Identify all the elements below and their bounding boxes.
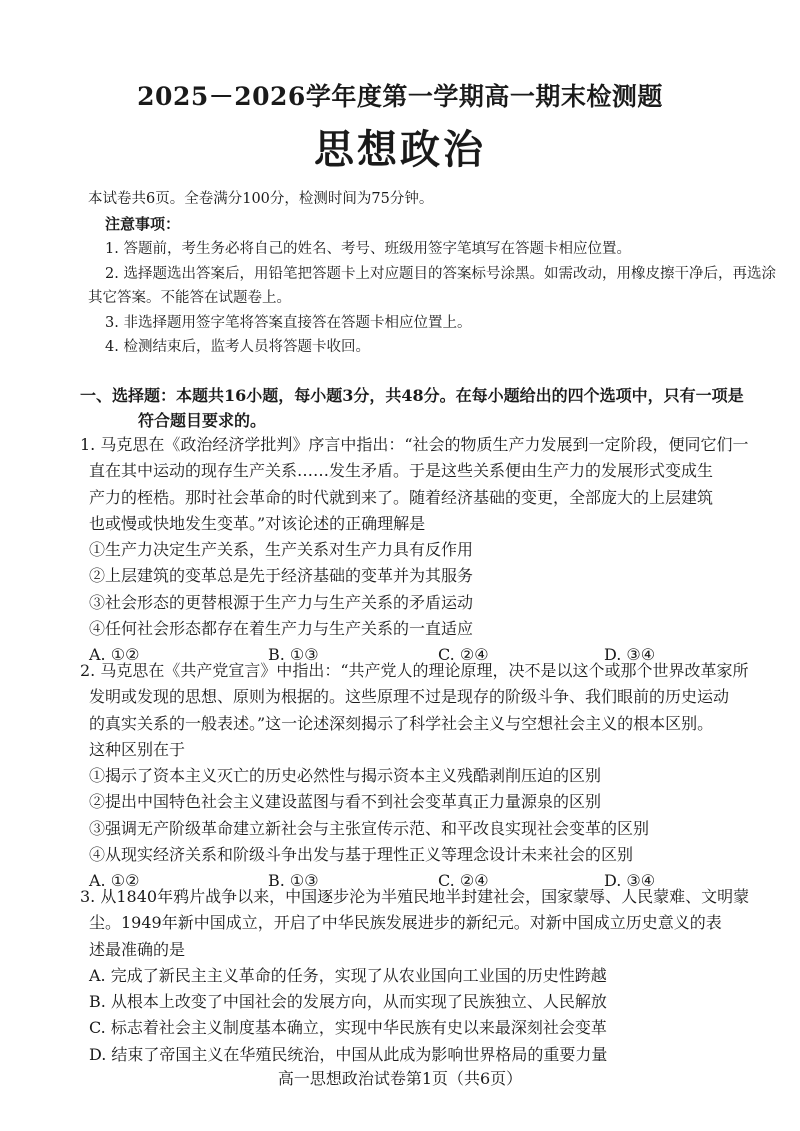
statement-option: ②提出中国特色社会主义建设蓝图与看不到社会变革真正力量源泉的区别	[89, 792, 602, 812]
choice-option: C. 标志着社会主义制度基本确立，实现中华民族有史以来最深刻社会变革	[89, 1018, 607, 1038]
statement-option: ①生产力决定生产关系，生产关系对生产力具有反作用	[89, 540, 474, 560]
question-stem-line: 这种区别在于	[89, 739, 186, 759]
choice-b: B. ①③	[268, 871, 319, 891]
question-stem-line: 的真实关系的一般表述。”这一论述深刻揭示了科学社会主义与空想社会主义的根本区别。	[89, 713, 714, 733]
choice-option: B. 从根本上改变了中国社会的发展方向，从而实现了民族独立、人民解放	[89, 992, 607, 1012]
statement-option: ③社会形态的更替根源于生产力与生产关系的矛盾运动	[89, 592, 474, 612]
section-heading-line: 一、选择题：本题共16小题，每小题3分，共48分。在每小题给出的四个选项中，只有一项是	[80, 386, 744, 405]
statement-option: ④从现实经济关系和阶级斗争出发与基于理性正义等理念设计未来社会的区别	[89, 845, 634, 865]
choice-d: D. ③④	[604, 871, 656, 891]
choice-b: B. ①③	[268, 645, 319, 665]
question-stem-line: 述最准确的是	[89, 939, 186, 959]
section-heading	[80, 383, 780, 433]
note-item: 3. 非选择题用签字笔将答案直接答在答题卡相应位置上。	[105, 314, 472, 331]
question-stem-line: 1. 马克思在《政治经济学批判》序言中指出：“社会的物质生产力发展到一定阶段，便同它们一	[80, 435, 749, 454]
note-item: 2. 选择题选出答案后，用铅笔把答题卡上对应题目的答案标号涂黑。如需改动，用橡皮擦干净后，再选涂其它答案。不能答在试题卷上。	[88, 265, 776, 306]
choice-option: D. 结束了帝国主义在华殖民统治，中国从此成为影响世界格局的重要力量	[89, 1044, 608, 1064]
question-1	[80, 432, 780, 669]
section-heading-line: 符合题目要求的。	[138, 411, 267, 430]
subject-title: 思想政治	[314, 126, 486, 173]
statement-option: ①揭示了资本主义灭亡的历史必然性与揭示资本主义残酷剥削压迫的区别	[89, 766, 602, 786]
question-stem-line: 产力的桎梏。那时社会革命的时代就到来了。随着经济基础的变更，全部庞大的上层建筑	[89, 487, 714, 507]
choice-c: C. ②④	[438, 871, 489, 891]
choice-a: A. ①②	[89, 871, 140, 891]
question-stem-line: 直在其中运动的现存生产关系……发生矛盾。于是这些关系便由生产力的发展形式变成生	[89, 461, 714, 481]
statement-option: ②上层建筑的变革总是先于经济基础的变革并为其服务	[89, 566, 474, 586]
choice-d: D. ③④	[604, 645, 656, 665]
choice-option: A. 完成了新民主主义革命的任务，实现了从农业国向工业国的历史性跨越	[89, 965, 607, 985]
statement-option: ③强调无产阶级革命建立新社会与主张宣传示范、和平改良实现社会变革的区别	[89, 818, 650, 838]
notes-heading: 注意事项：	[105, 215, 181, 233]
statement-option: ④任何社会形态都存在着生产力与生产关系的一直适应	[89, 619, 474, 639]
question-stem-line: 也或慢或快地发生变革。”对该论述的正确理解是	[89, 513, 426, 533]
question-2	[80, 658, 780, 895]
question-3	[80, 884, 780, 1068]
question-stem-line: 3. 从1840年鸦片战争以来，中国逐步沦为半殖民地半封建社会，国家蒙辱、人民蒙难、文明蒙	[80, 887, 750, 906]
exam-intro: 本试卷共6页。全卷满分100分，检测时间为75分钟。	[88, 191, 434, 207]
question-stem-line: 尘。1949年新中国成立，开启了中华民族发展进步的新纪元。对新中国成立历史意义的表	[89, 913, 722, 933]
question-stem-line: 发明或发现的思想、原则为根据的。这些原理不过是现存的阶级斗争、我们眼前的历史运动	[89, 687, 730, 707]
page-footer: 高一思想政治试卷第1页（共6页）	[277, 1069, 523, 1088]
question-stem-line: 2. 马克思在《共产党宣言》中指出：“共产党人的理论原理，决不是以这个或那个世界改革家所	[80, 661, 749, 680]
choice-c: C. ②④	[438, 645, 489, 665]
exam-title: 2025－2026学年度第一学期高一期末检测题	[137, 82, 663, 111]
note-item: 4. 检测结束后，监考人员将答题卡收回。	[105, 339, 370, 355]
note-item: 1. 答题前，考生务必将自己的姓名、考号、班级用签字笔填写在答题卡相应位置。	[105, 241, 631, 257]
choice-a: A. ①②	[89, 645, 140, 665]
notes-list	[88, 237, 788, 360]
